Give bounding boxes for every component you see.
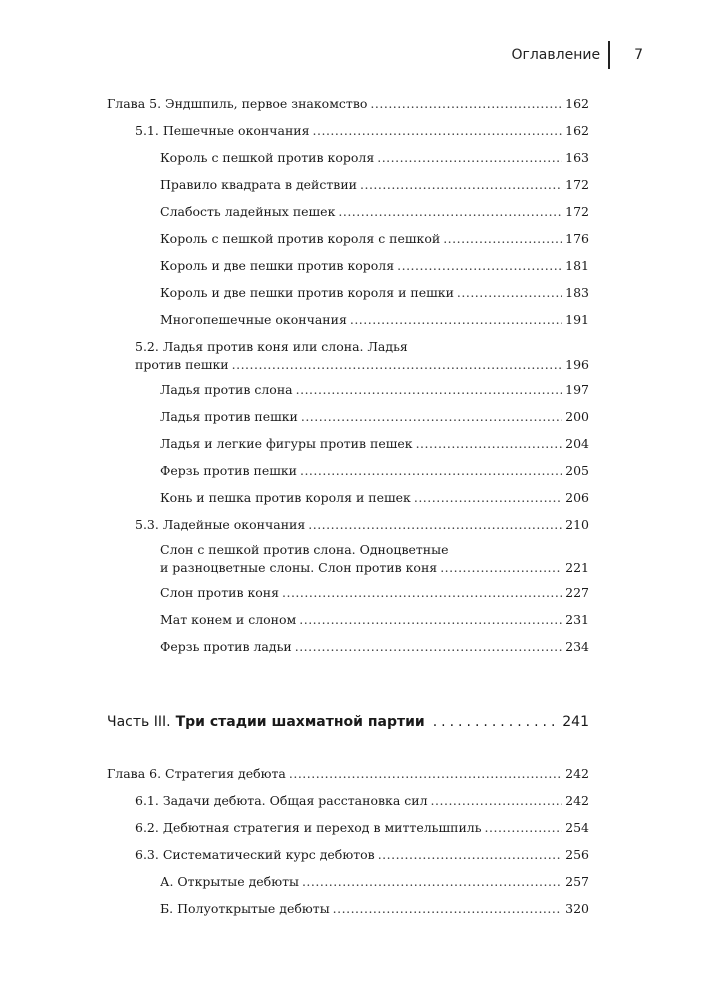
- toc-leader-dots: [308, 516, 562, 533]
- toc-section-6-2[interactable]: [0, 819, 701, 836]
- toc-leader-dots: [295, 638, 562, 655]
- toc-page: 254: [565, 820, 589, 835]
- toc-section-5-3[interactable]: [0, 516, 701, 533]
- toc-label: и разноцветные слоны. Слон против коня: [160, 560, 438, 575]
- toc-page: 181: [565, 258, 589, 273]
- toc-label: 5.3. Ладейные окончания: [135, 517, 306, 532]
- toc-leader-dots: [378, 846, 562, 863]
- toc-page: 172: [565, 204, 589, 219]
- toc-leader-dots: [282, 584, 562, 601]
- toc-page: 234: [565, 639, 589, 654]
- toc-page: 204: [565, 436, 589, 451]
- toc-leader-dots: [299, 611, 562, 628]
- toc-page: 242: [565, 766, 589, 781]
- toc-page: 241: [562, 714, 589, 730]
- toc-label: Ладья против пешки: [160, 409, 298, 424]
- toc-page: 227: [565, 585, 589, 600]
- toc-label: 6.1. Задачи дебюта. Общая расстановка сил: [135, 793, 428, 808]
- toc-page: 162: [565, 96, 589, 111]
- toc-leader-dots: [443, 230, 562, 247]
- toc-page: 210: [565, 517, 589, 532]
- toc-page: 176: [565, 231, 589, 246]
- toc-item[interactable]: [0, 311, 701, 328]
- toc-label: против пешки: [135, 357, 229, 372]
- toc-item[interactable]: [0, 257, 701, 274]
- toc-page: 183: [565, 285, 589, 300]
- toc-section-6-1[interactable]: [0, 792, 701, 809]
- toc-leader-dots: [300, 462, 562, 479]
- toc-leader-dots: [338, 203, 562, 220]
- toc-item[interactable]: [0, 900, 701, 917]
- toc-leader-dots: [232, 356, 563, 373]
- toc-leader-dots: [414, 489, 562, 506]
- toc-label: Конь и пешка против короля и пешек: [160, 490, 411, 505]
- toc-section-5-2[interactable]: [0, 356, 701, 373]
- toc-leader-dots: [416, 435, 563, 452]
- toc-item[interactable]: [0, 462, 701, 479]
- toc-item[interactable]: [0, 381, 701, 398]
- toc-label: Король с пешкой против короля с пешкой: [160, 231, 441, 246]
- toc-page: 320: [565, 901, 589, 916]
- toc-leader-dots: [370, 95, 562, 112]
- toc-leader-dots: [302, 873, 562, 890]
- toc-item[interactable]: [0, 435, 701, 452]
- toc-label: Многопешечные окончания: [160, 312, 347, 327]
- toc-item[interactable]: [0, 176, 701, 193]
- toc-page: 257: [565, 874, 589, 889]
- toc-page: 256: [565, 847, 589, 862]
- toc-leader-dots: [296, 381, 563, 398]
- toc-leader-dots: [289, 765, 562, 782]
- toc-section-6-3[interactable]: [0, 846, 701, 863]
- toc-item[interactable]: [0, 284, 701, 301]
- toc-leader-dots: [440, 559, 562, 576]
- toc-section-5-2-line1[interactable]: 5.2. Ладья против коня или слона. Ладья: [135, 339, 408, 354]
- toc-page: 163: [565, 150, 589, 165]
- toc-page: 205: [565, 463, 589, 478]
- toc-page: 206: [565, 490, 589, 505]
- toc-label: Ферзь против ладьи: [160, 639, 292, 654]
- header-section-title: Оглавление: [511, 47, 601, 63]
- toc-leader-dots: [301, 408, 562, 425]
- toc-leader-dots: [397, 257, 562, 274]
- toc-item[interactable]: [0, 408, 701, 425]
- running-header: [511, 40, 643, 70]
- toc-page: 172: [565, 177, 589, 192]
- toc-item[interactable]: [0, 149, 701, 166]
- toc-label: Ладья и легкие фигуры против пешек: [160, 436, 413, 451]
- toc-leader-dots: [485, 819, 563, 836]
- toc-leader-dots: [313, 122, 563, 139]
- toc-item[interactable]: [0, 489, 701, 506]
- toc-page: 191: [565, 312, 589, 327]
- toc-item[interactable]: [0, 203, 701, 220]
- toc-item[interactable]: [0, 230, 701, 247]
- toc-page: 242: [565, 793, 589, 808]
- toc-label: Слон против коня: [160, 585, 280, 600]
- toc-label: 6.3. Систематический курс дебютов: [135, 847, 375, 862]
- toc-item[interactable]: [0, 873, 701, 890]
- toc-label: Б. Полуоткрытые дебюты: [160, 901, 330, 916]
- toc-label: Ладья против слона: [160, 382, 293, 397]
- toc-leader-dots: [433, 714, 557, 730]
- toc-leader-dots: [333, 900, 562, 917]
- toc-page: 197: [565, 382, 589, 397]
- toc-leader-dots: [431, 792, 563, 809]
- toc-leader-dots: [457, 284, 562, 301]
- toc-page: 231: [565, 612, 589, 627]
- toc-chapter-5[interactable]: [0, 95, 701, 112]
- toc-leader-dots: [360, 176, 562, 193]
- toc-leader-dots: [377, 149, 562, 166]
- toc-label: Король и две пешки против короля и пешки: [160, 285, 454, 300]
- toc-label: Глава 6. Стратегия дебюта: [107, 766, 286, 781]
- toc-section-5-1[interactable]: [0, 122, 701, 139]
- toc-label: Глава 5. Эндшпиль, первое знакомство: [107, 96, 368, 111]
- part-prefix: Часть III.: [107, 714, 171, 730]
- toc-item-line1[interactable]: Слон с пешкой против слона. Одноцветные: [160, 542, 449, 557]
- toc-page: 196: [565, 357, 589, 372]
- toc-label: Слабость ладейных пешек: [160, 204, 336, 219]
- toc-label: А. Открытые дебюты: [160, 874, 299, 889]
- toc-part-3[interactable]: [107, 714, 589, 730]
- toc-label: 6.2. Дебютная стратегия и переход в миттельшпиль: [135, 820, 482, 835]
- toc-label: Король и две пешки против короля: [160, 258, 395, 273]
- part-title: Три стадии шахматной партии: [175, 714, 425, 730]
- toc-leader-dots: [350, 311, 562, 328]
- toc-page: 162: [565, 123, 589, 138]
- toc-label: 5.1. Пешечные окончания: [135, 123, 310, 138]
- toc-item[interactable]: [0, 559, 701, 576]
- toc-label: Правило квадрата в действии: [160, 177, 358, 192]
- toc-label: Король с пешкой против короля: [160, 150, 375, 165]
- toc-item[interactable]: [0, 638, 701, 655]
- toc-page: 200: [565, 409, 589, 424]
- toc-label: Мат конем и слоном: [160, 612, 297, 627]
- toc-item[interactable]: [0, 611, 701, 628]
- toc-page: 221: [565, 560, 589, 575]
- toc-item[interactable]: [0, 584, 701, 601]
- toc-chapter-6[interactable]: [0, 765, 701, 782]
- toc-label: Ферзь против пешки: [160, 463, 297, 478]
- page-number: 7: [634, 47, 643, 63]
